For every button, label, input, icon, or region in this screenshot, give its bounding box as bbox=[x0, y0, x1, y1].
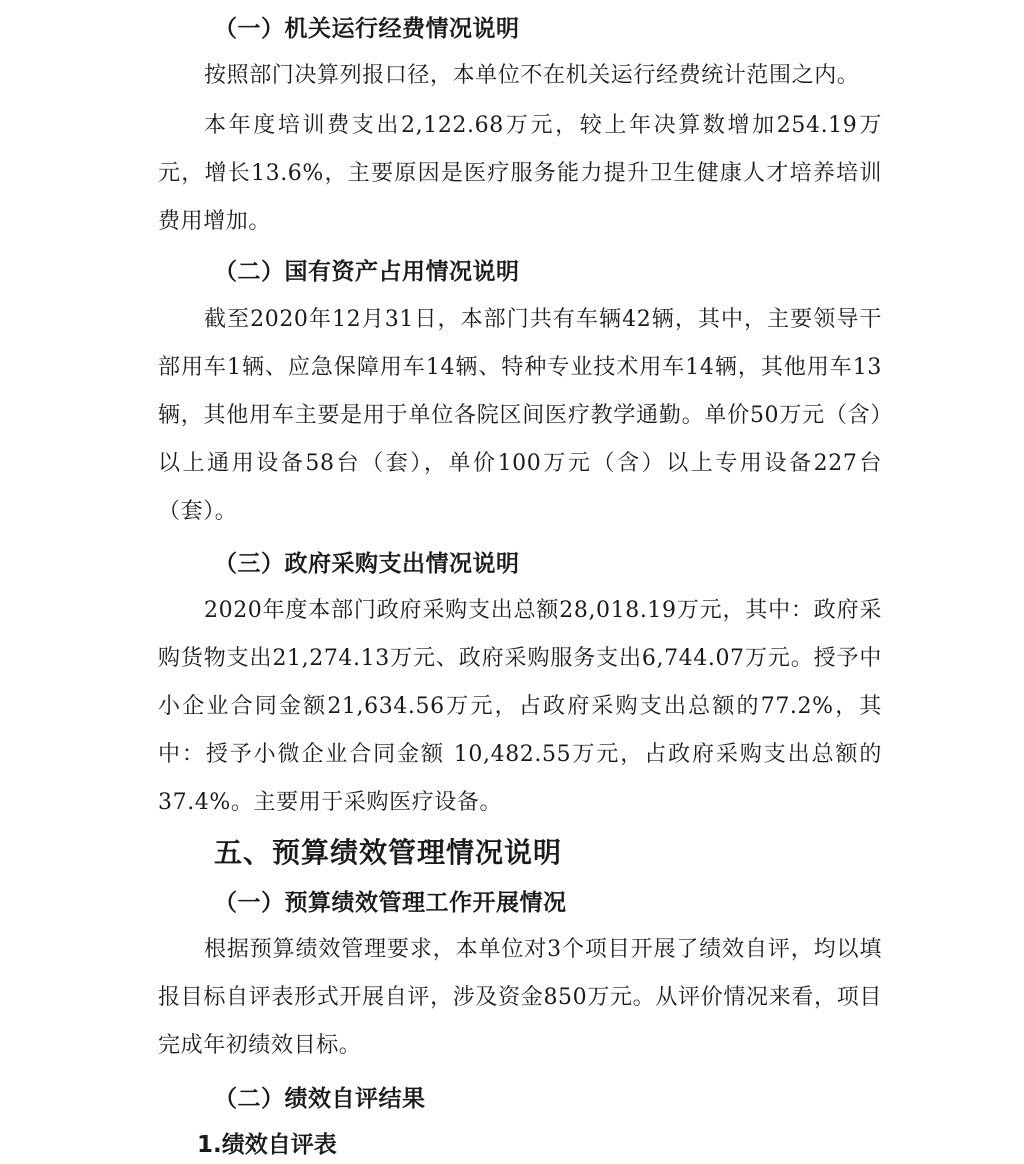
heading-performance-work: （一）预算绩效管理工作开展情况 bbox=[214, 890, 567, 916]
paragraph-operating-scope: 按照部门决算列报口径，本单位不在机关运行经费统计范围之内。 bbox=[204, 63, 860, 88]
paragraph-procurement: 2020年度本部门政府采购支出总额28,018.19万元，其中：政府采购货物支出21,274.13万元、政府采购服务支出6,744.07万元。授予中小企业合同金额21,634.56万元，占政府采购支出总额的77.2%，其中：授予小微企业合同金额 10,482.55万元，占政府采购支出总额的37.4%。主要用于采购医疗设备。 bbox=[158, 598, 882, 815]
heading-state-assets: （二）国有资产占用情况说明 bbox=[214, 259, 520, 285]
paragraph-state-assets: 截至2020年12月31日，本部门共有车辆42辆，其中，主要领导干部用车1辆、应急保障用车14辆、特种专业技术用车14辆，其他用车13辆，其他用车主要是用于单位各院区间医疗教学通勤。单价50万元（含）以上通用设备58台（套），单价100万元（含）以上专用设备227台（套）。 bbox=[158, 307, 882, 524]
paragraph-training-expenses: 本年度培训费支出2,122.68万元，较上年决算数增加254.19万元，增长13.6%，主要原因是医疗服务能力提升卫生健康人才培养培训费用增加。 bbox=[158, 113, 882, 234]
heading-procurement: （三）政府采购支出情况说明 bbox=[214, 551, 520, 577]
heading-performance-management: 五、预算绩效管理情况说明 bbox=[214, 836, 563, 869]
heading-self-evaluation-results: （二）绩效自评结果 bbox=[214, 1086, 426, 1112]
heading-operating-expenses: （一）机关运行经费情况说明 bbox=[214, 16, 520, 42]
paragraph-performance-work: 根据预算绩效管理要求，本单位对3个项目开展了绩效自评，均以填报目标自评表形式开展自评，涉及资金850万元。从评价情况来看，项目完成年初绩效目标。 bbox=[158, 937, 882, 1058]
heading-self-evaluation-table: 1.绩效自评表 bbox=[197, 1132, 337, 1158]
